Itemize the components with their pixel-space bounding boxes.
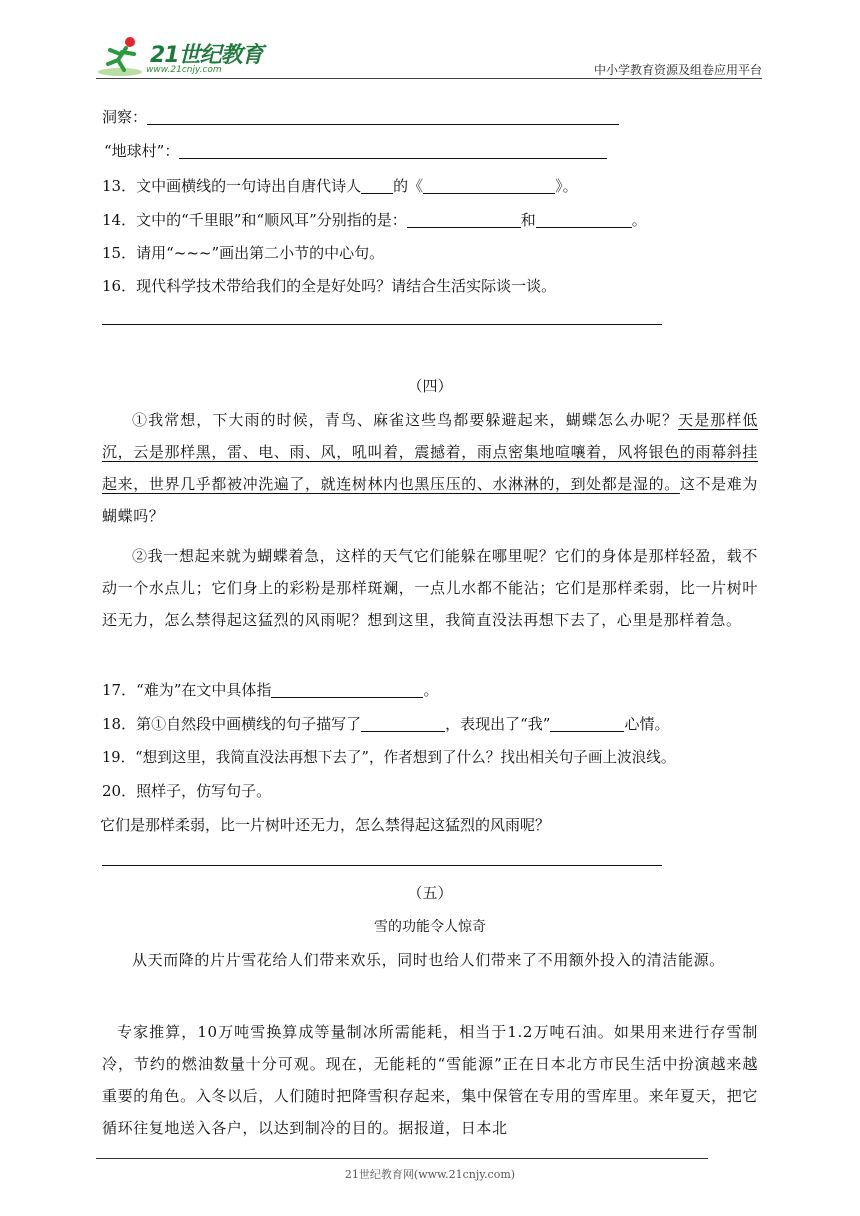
footer-text[interactable]: 21世纪教育网(www.21cnjy.com) bbox=[344, 1168, 516, 1181]
q18-text-c: 心情。 bbox=[624, 715, 670, 733]
section-5-paragraph-1: 从天而降的片片雪花给人们带来欢乐，同时也给人们带来了不用额外投入的清洁能源。 bbox=[132, 951, 725, 969]
p1-tail: 这不是难为蝴蝶吗？ bbox=[102, 475, 758, 525]
section-4-paragraph-1 bbox=[102, 404, 758, 532]
p1-underlined-sentence: 天是那样低沉，云是那样黑，雷、电、雨、风，吼叫着，震撼着，雨点密集地喧嚷着，风将银色的雨幕斜挂起来，世界几乎都被冲洗遍了，就连树林内也黑压压的、水淋淋的，到处都是湿的。 bbox=[102, 411, 758, 493]
q18-text-a: 18．第①自然段中画横线的句子描写了 bbox=[102, 715, 362, 733]
q18-blank-1[interactable] bbox=[361, 715, 445, 732]
dongcha-line bbox=[102, 107, 619, 127]
q14-text-b: 和 bbox=[520, 211, 536, 229]
q20-answer-line[interactable] bbox=[102, 865, 662, 866]
q14-blank-1[interactable] bbox=[407, 211, 521, 228]
q13-text-b: 的《 bbox=[393, 177, 424, 195]
question-14 bbox=[102, 210, 647, 230]
dongcha-label: 洞察： bbox=[102, 108, 148, 126]
q14-text-a: 14．文中的“千里眼”和“顺风耳”分别指的是： bbox=[102, 211, 407, 229]
header-divider bbox=[96, 78, 762, 79]
footer-divider bbox=[96, 1158, 708, 1159]
q14-text-c: 。 bbox=[631, 211, 647, 229]
question-17 bbox=[102, 680, 438, 700]
q17-text-a: 17．“难为”在文中具体指 bbox=[102, 681, 272, 699]
page-header bbox=[96, 34, 762, 80]
q18-text-b: ，表现出了“我” bbox=[445, 715, 551, 733]
section-5-heading: （五） bbox=[407, 884, 453, 902]
section-4-paragraph-2: ②我一想起来就为蝴蝶着急，这样的天气它们能躲在哪里呢？它们的身体是那样轻盈，载不动一个水点儿；它们身上的彩粉是那样斑斓，一点儿水都不能沾；它们是那样柔弱，比一片树叶还无力，怎么禁得起这猛烈的风雨呢？想到这里，我简直没法再想下去了，心里是那样着急。 bbox=[102, 547, 758, 629]
q13-poem-blank[interactable] bbox=[423, 177, 555, 194]
diqiucun-answer-blank[interactable] bbox=[179, 142, 607, 159]
q16-answer-line[interactable] bbox=[102, 324, 662, 325]
question-20: 20．照样子，仿写句子。 bbox=[102, 782, 272, 800]
q20-example-sentence: 它们是那样柔弱，比一片树叶还无力，怎么禁得起这猛烈的风雨呢？ bbox=[100, 816, 551, 834]
question-16: 16．现代科学技术带给我们的全是好处吗？请结合生活实际谈一谈。 bbox=[102, 277, 557, 295]
article-title: 雪的功能令人惊奇 bbox=[374, 919, 486, 935]
p1-lead: ①我常想，下大雨的时候，青鸟、麻雀这些鸟都要躲避起来，蝴蝶怎么办呢？ bbox=[132, 411, 679, 429]
q14-blank-2[interactable] bbox=[536, 211, 632, 228]
q13-poet-blank[interactable] bbox=[361, 177, 393, 194]
dongcha-answer-blank[interactable] bbox=[147, 108, 619, 125]
q13-text-a: 13．文中画横线的一句诗出自唐代诗人 bbox=[102, 177, 362, 195]
diqiucun-line bbox=[104, 141, 607, 161]
question-15: 15．请用“~~~”画出第二小节的中心句。 bbox=[102, 244, 385, 262]
section-4-heading: （四） bbox=[407, 377, 453, 395]
runner-logo-icon bbox=[96, 34, 152, 78]
q13-text-c: 》。 bbox=[555, 177, 578, 195]
platform-name: 中小学教育资源及组卷应用平台 bbox=[593, 63, 762, 77]
logo-text: 21世纪教育 bbox=[150, 43, 263, 68]
q17-blank[interactable] bbox=[271, 681, 423, 698]
q18-blank-2[interactable] bbox=[550, 715, 624, 732]
section-5-paragraph-2: 专家推算，10万吨雪换算成等量制冰所需能耗，相当于1.2万吨石油。如果用来进行存雪制冷，节约的燃油数量十分可观。现在，无能耗的“雪能源”正在日本北方市民生活中扮演越来越重要的角色。入冬以后，人们随时把降雪积存起来，集中保管在专用的雪库里。来年夏天，把它循环往复地送入各户，以达到制冷的目的。据报道，日本北 bbox=[102, 1023, 758, 1137]
question-19: 19．“想到这里，我简直没法再想下去了”，作者想到了什么？找出相关句子画上波浪线。 bbox=[102, 749, 676, 766]
question-18 bbox=[102, 714, 669, 734]
diqiucun-label: “地球村”： bbox=[104, 142, 180, 160]
logo-url: www.21cnjy.com bbox=[146, 65, 222, 75]
site-logo[interactable] bbox=[96, 34, 266, 78]
question-13 bbox=[102, 176, 578, 196]
q17-text-b: 。 bbox=[423, 681, 439, 699]
